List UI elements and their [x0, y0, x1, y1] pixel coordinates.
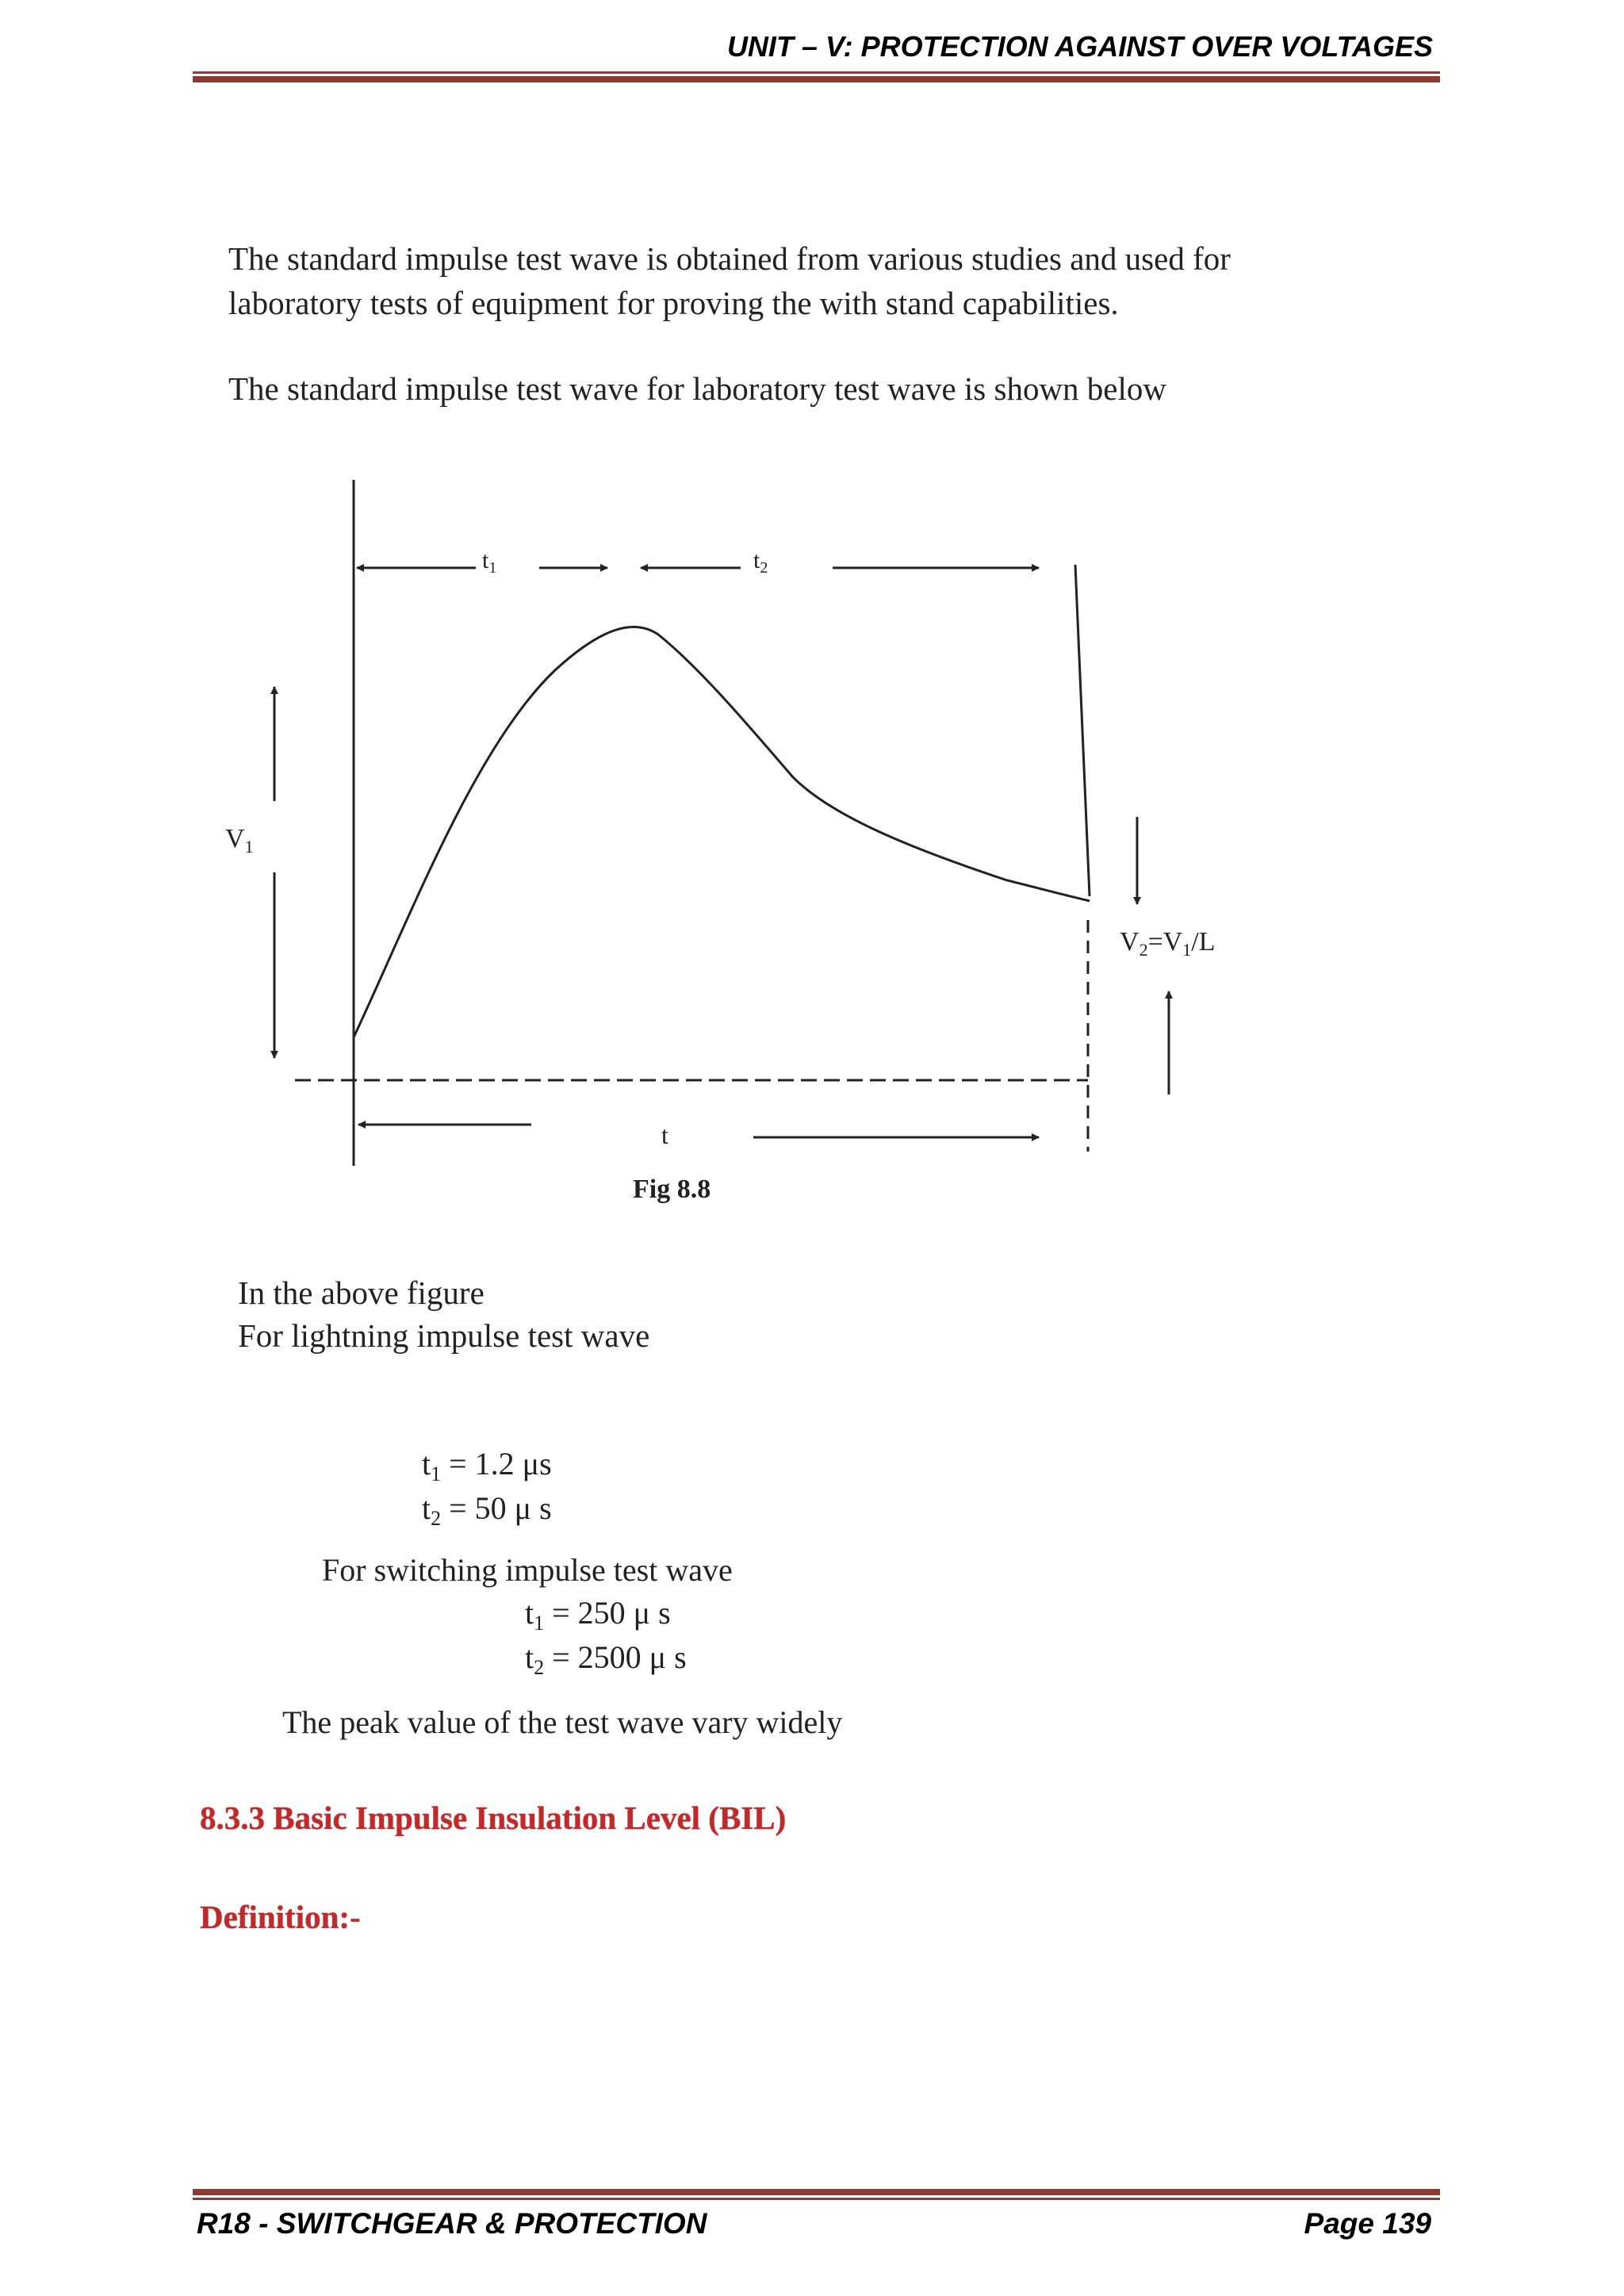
intro-line-1: The standard impulse test wave is obtained from various studies and used for [228, 240, 1231, 277]
switching-t1-value: = 250 μ s [552, 1595, 671, 1631]
v2-label: $V_2=V_1/L$ [1120, 927, 1216, 960]
section-heading: 8.3.3 Basic Impulse Insulation Level (BIL) [200, 1800, 787, 1836]
peak-note: The peak value of the test wave vary widely [282, 1704, 843, 1740]
lightning-t2-value: = 50 μ s [449, 1490, 552, 1526]
footer-rule-thick [193, 2189, 1440, 2195]
t2-label: $t_2$ [753, 547, 768, 577]
lightning-t1: $t_1 = 1.2$ μs [422, 1446, 552, 1485]
after-figure-line-1: In the above figure [238, 1274, 485, 1311]
v1-label: $V_1$ [225, 824, 254, 857]
figure-caption: Fig 8.8 [633, 1175, 711, 1204]
impulse-wave-curve [354, 627, 1090, 1037]
switching-t2-value: = 2500 μ s [552, 1639, 687, 1675]
switching-t1: $t_1 = 250$ μ s [525, 1595, 671, 1635]
intro-line-2: laboratory tests of equipment for proving the with stand capabilities. [228, 285, 1119, 321]
after-figure-line-2: For lightning impulse test wave [238, 1317, 650, 1354]
switching-t2: $t_2 = 2500$ μ s [525, 1639, 687, 1679]
intro-line-3: The standard impulse test wave for laboratory test wave is shown below [228, 370, 1166, 407]
definition-heading: Definition:- [200, 1899, 361, 1935]
t1-label: $t_1$ [482, 547, 497, 577]
header-title: UNIT – V: PROTECTION AGAINST OVER VOLTAGES [726, 30, 1433, 63]
lightning-t2: $t_2 = 50$ μ s [422, 1490, 552, 1530]
footer-page-number: Page 139 [1304, 2207, 1431, 2240]
tail-cutoff-line [1075, 565, 1090, 896]
footer-rule-thin [193, 2198, 1440, 2200]
lightning-t1-value: = 1.2 μs [449, 1446, 552, 1481]
t-label: t [661, 1121, 668, 1149]
footer-course: R18 - SWITCHGEAR & PROTECTION [197, 2207, 707, 2240]
switching-heading: For switching impulse test wave [322, 1552, 733, 1588]
